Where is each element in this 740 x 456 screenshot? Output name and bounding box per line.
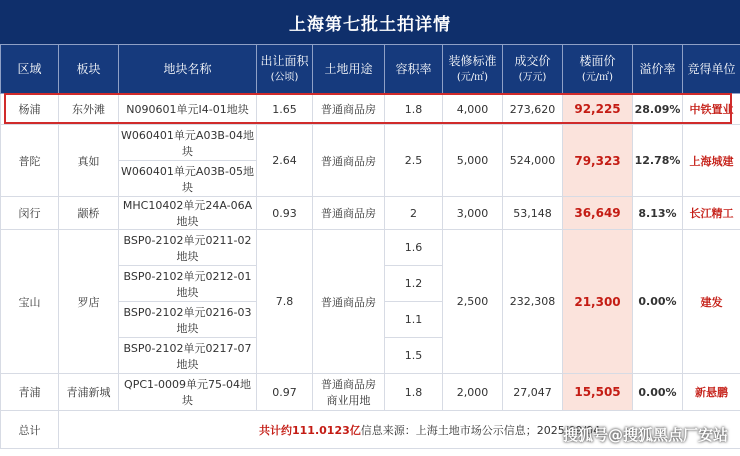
cell-plot: BSP0-2102单元0211-02地块	[119, 230, 257, 266]
cell-area: 0.97	[257, 374, 313, 411]
cell-block: 颛桥	[59, 197, 119, 230]
cell-plot: MHC10402单元24A-06A地块	[119, 197, 257, 230]
col-plot-name: 地块名称	[119, 45, 257, 94]
cell-decor: 4,000	[443, 94, 503, 125]
cell-block: 真如	[59, 125, 119, 197]
cell-plot: QPC1-0009单元75-04地块	[119, 374, 257, 411]
total-amount: 共计约111.0123亿	[259, 423, 361, 437]
cell-premium: 28.09%	[633, 94, 683, 125]
cell-area: 1.65	[257, 94, 313, 125]
cell-premium: 12.78%	[633, 125, 683, 197]
page-title: 上海第七批土拍详情	[0, 0, 740, 44]
cell-unit-price: 15,505	[563, 374, 633, 411]
table-row	[1, 197, 740, 230]
cell-buyer: 建发	[683, 230, 740, 374]
cell-far: 1.6	[385, 230, 443, 266]
cell-usage: 普通商品房	[313, 230, 385, 374]
total-label: 总计	[1, 411, 59, 449]
cell-decor: 2,500	[443, 230, 503, 374]
cell-buyer: 新悬鹏	[683, 374, 740, 411]
cell-district: 杨浦	[1, 94, 59, 125]
cell-price: 27,047	[503, 374, 563, 411]
cell-plot: N090601单元I4-01地块	[119, 94, 257, 125]
col-far: 容积率	[385, 45, 443, 94]
cell-plot: BSP0-2102单元0212-01地块	[119, 266, 257, 302]
cell-far: 1.1	[385, 302, 443, 338]
cell-far: 2	[385, 197, 443, 230]
cell-buyer: 中铁置业	[683, 94, 740, 125]
table-row	[1, 94, 740, 125]
cell-block: 罗店	[59, 230, 119, 374]
table-row	[1, 230, 740, 266]
cell-decor: 2,000	[443, 374, 503, 411]
header-row	[1, 45, 740, 94]
col-buyer: 竞得单位	[683, 45, 740, 94]
cell-buyer: 长江精工	[683, 197, 740, 230]
col-premium: 溢价率	[633, 45, 683, 94]
cell-premium: 8.13%	[633, 197, 683, 230]
cell-block: 东外滩	[59, 94, 119, 125]
col-block: 板块	[59, 45, 119, 94]
cell-price: 524,000	[503, 125, 563, 197]
cell-decor: 3,000	[443, 197, 503, 230]
col-district: 区域	[1, 45, 59, 94]
cell-far: 2.5	[385, 125, 443, 197]
cell-unit-price: 92,225	[563, 94, 633, 125]
col-decor: 装修标准 (元/㎡)	[443, 45, 503, 94]
cell-district: 闵行	[1, 197, 59, 230]
cell-price: 232,308	[503, 230, 563, 374]
col-unit-price: 楼面价 (元/㎡)	[563, 45, 633, 94]
cell-premium: 0.00%	[633, 374, 683, 411]
cell-far: 1.8	[385, 374, 443, 411]
cell-premium: 0.00%	[633, 230, 683, 374]
cell-usage: 普通商品房	[313, 197, 385, 230]
cell-unit-price: 36,649	[563, 197, 633, 230]
cell-far: 1.8	[385, 94, 443, 125]
cell-plot: W060401单元A03B-04地块	[119, 125, 257, 161]
table-row	[1, 125, 740, 161]
col-usage: 土地用途	[313, 45, 385, 94]
cell-far: 1.5	[385, 338, 443, 374]
cell-usage: 普通商品房	[313, 94, 385, 125]
cell-district: 青浦	[1, 374, 59, 411]
cell-plot: BSP0-2102单元0217-07地块	[119, 338, 257, 374]
cell-price: 53,148	[503, 197, 563, 230]
table-row	[1, 374, 740, 411]
auction-table	[0, 44, 740, 449]
cell-usage: 普通商品房 商业用地	[313, 374, 385, 411]
watermark: 搜狐号@搜狐黑点厂安站	[562, 426, 728, 444]
col-area: 出让面积 (公顷)	[257, 45, 313, 94]
cell-district: 普陀	[1, 125, 59, 197]
cell-plot: BSP0-2102单元0216-03地块	[119, 302, 257, 338]
cell-unit-price: 79,323	[563, 125, 633, 197]
cell-block: 青浦新城	[59, 374, 119, 411]
cell-usage: 普通商品房	[313, 125, 385, 197]
total-source: 信息来源：上海土地市场公示信息；2025/09/04	[360, 423, 601, 437]
cell-unit-price: 21,300	[563, 230, 633, 374]
cell-area: 0.93	[257, 197, 313, 230]
cell-plot: W060401单元A03B-05地块	[119, 161, 257, 197]
cell-far: 1.2	[385, 266, 443, 302]
col-price: 成交价 (万元)	[503, 45, 563, 94]
cell-price: 273,620	[503, 94, 563, 125]
cell-decor: 5,000	[443, 125, 503, 197]
cell-area: 7.8	[257, 230, 313, 374]
cell-area: 2.64	[257, 125, 313, 197]
cell-district: 宝山	[1, 230, 59, 374]
cell-buyer: 上海城建	[683, 125, 740, 197]
